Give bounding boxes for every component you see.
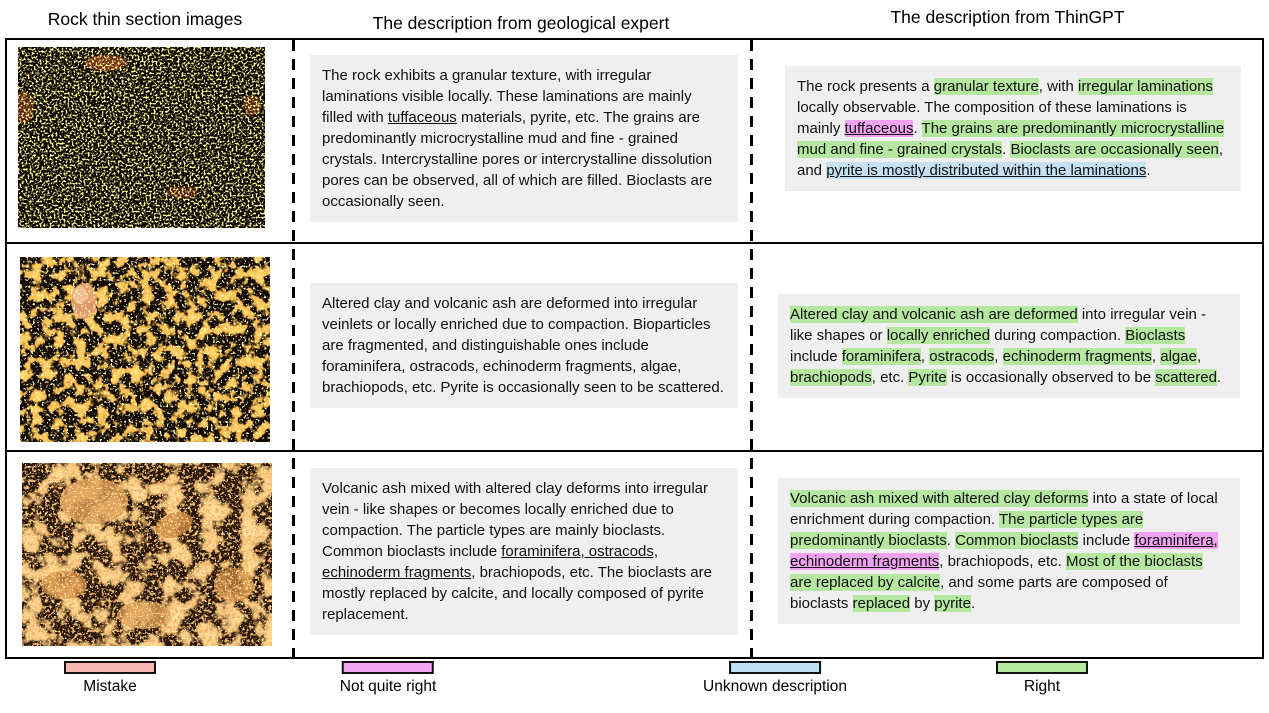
table-row	[7, 450, 1262, 657]
plain-text: tuffaceous	[387, 109, 457, 126]
plain-text: Volcanic ash mixed with altered clay deforms into irregular vein - like shapes or becomes locally enriched due to compaction. The particle types are mainly bioclasts. Common bioclasts include	[322, 480, 709, 560]
plain-text: .	[970, 595, 976, 612]
highlight-right: The particle types are predominantly bioclasts	[790, 511, 1144, 549]
plain-text: The rock presents a	[797, 78, 934, 95]
plain-text: include	[1078, 532, 1135, 549]
legend-label: Right	[1023, 678, 1061, 695]
plain-text: ,	[994, 348, 1003, 365]
highlight-unknown: pyrite is mostly distributed within the laminations	[826, 162, 1147, 179]
plain-text: Altered clay and volcanic ash are deformed into irregular veinlets or locally enriched due to compaction. Bioparticles are fragmented, and distinguishable ones include foraminifera, ostracods, echinoderm fragments, algae, brachiopods, etc. Pyrite is occasionally seen to be scattered.	[322, 295, 724, 396]
plain-text: .	[1146, 162, 1151, 179]
legend-item-not-quite-right	[340, 661, 437, 696]
highlight-right: Common bioclasts	[955, 532, 1079, 549]
plain-text: into irregular vein - like shapes or	[790, 306, 1207, 344]
legend-label: Not quite right	[339, 678, 437, 695]
plain-text: foraminifera, ostracods, echinoderm fragments	[322, 543, 658, 581]
legend-swatch-right	[996, 661, 1088, 674]
highlight-right: Bioclasts are occasionally seen	[1010, 141, 1219, 158]
highlight-notright: foraminifera, echinoderm fragments	[790, 532, 1218, 570]
highlight-right: ostracods	[929, 348, 995, 365]
plain-text: ,	[920, 348, 930, 365]
legend-item-mistake	[64, 661, 156, 696]
plain-text: during compaction.	[990, 327, 1126, 344]
plain-text: .	[1216, 369, 1222, 386]
plain-text: , brachiopods, etc. The bioclasts are mostly replaced by calcite, and locally composed of pyrite replacement.	[322, 564, 712, 623]
rock-thin-section-image	[20, 257, 270, 442]
highlight-right: locally enriched	[886, 327, 991, 344]
highlight-notright: tuffaceous	[844, 120, 914, 137]
legend-item-right	[996, 661, 1088, 696]
highlight-right: The grains are predominantly microcrystalline mud and fine - grained crystals	[797, 120, 1225, 158]
legend-label: Mistake	[83, 678, 137, 695]
highlight-right: Bioclasts	[1125, 327, 1186, 344]
highlight-right: Volcanic ash mixed with altered clay deforms	[790, 490, 1089, 507]
legend-swatch-mistake	[64, 661, 156, 674]
highlight-right: scattered	[1155, 369, 1217, 386]
expert-description	[310, 283, 738, 408]
column-header-images: Rock thin section images	[47, 9, 243, 29]
comparison-table	[5, 38, 1264, 659]
legend-swatch-not-quite-right	[342, 661, 434, 674]
highlight-right: Altered clay and volcanic ash are deformed	[790, 306, 1078, 323]
table-row	[7, 242, 1262, 450]
plain-text: materials, pyrite, etc. The grains are predominantly microcrystalline mud and fine - grained crystals. Intercrystalline pores or intercrystalline dissolution pores can be observed, all of which are filled. Bioclasts are occasionally seen.	[322, 109, 713, 210]
table-row	[7, 40, 1262, 242]
plain-text: is occasionally observed to be	[946, 369, 1156, 386]
rock-thin-section-image	[22, 463, 272, 646]
highlight-right: Pyrite	[908, 369, 947, 386]
plain-text: , with	[1038, 78, 1078, 95]
column-header-thingpt: The description from ThinGPT	[890, 7, 1125, 27]
plain-text: .	[1002, 141, 1011, 158]
highlight-right: granular texture	[933, 78, 1039, 95]
column-header-expert: The description from geological expert	[372, 13, 670, 33]
plain-text: include	[790, 348, 842, 365]
highlight-right: brachiopods	[790, 369, 872, 386]
highlight-right: pyrite	[934, 595, 971, 612]
plain-text: , etc.	[871, 369, 909, 386]
legend-item-unknown-description	[703, 661, 847, 696]
plain-text: .	[946, 532, 956, 549]
plain-text: , and some parts are composed of bioclasts	[790, 574, 1168, 612]
plain-text: .	[913, 120, 922, 137]
highlight-right: echinoderm fragments	[1002, 348, 1152, 365]
expert-description	[310, 468, 738, 635]
highlight-right: foraminifera	[841, 348, 921, 365]
highlight-right: irregular laminations	[1077, 78, 1214, 95]
plain-text: , and	[797, 141, 1224, 179]
plain-text: The rock exhibits a granular texture, with irregular laminations visible locally. These laminations are mainly filled with	[322, 67, 692, 126]
highlight-right: algae	[1160, 348, 1197, 365]
legend-label: Unknown description	[703, 678, 847, 695]
plain-text: into a state of local enrichment during compaction.	[790, 490, 1218, 528]
thingpt-description	[778, 478, 1240, 624]
plain-text: locally observable. The composition of these laminations is mainly	[797, 99, 1187, 137]
plain-text: ,	[1196, 348, 1202, 365]
thingpt-description	[778, 294, 1240, 398]
rock-thin-section-image	[18, 47, 265, 228]
expert-description	[310, 55, 738, 222]
highlight-right: Most of the bioclasts are replaced by calcite	[790, 553, 1203, 591]
highlight-right: replaced	[852, 595, 911, 612]
thingpt-description	[785, 66, 1241, 191]
legend	[0, 661, 1269, 711]
plain-text: , brachiopods, etc.	[939, 553, 1066, 570]
legend-swatch-unknown-description	[729, 661, 821, 674]
plain-text: by	[910, 595, 935, 612]
plain-text: ,	[1151, 348, 1161, 365]
